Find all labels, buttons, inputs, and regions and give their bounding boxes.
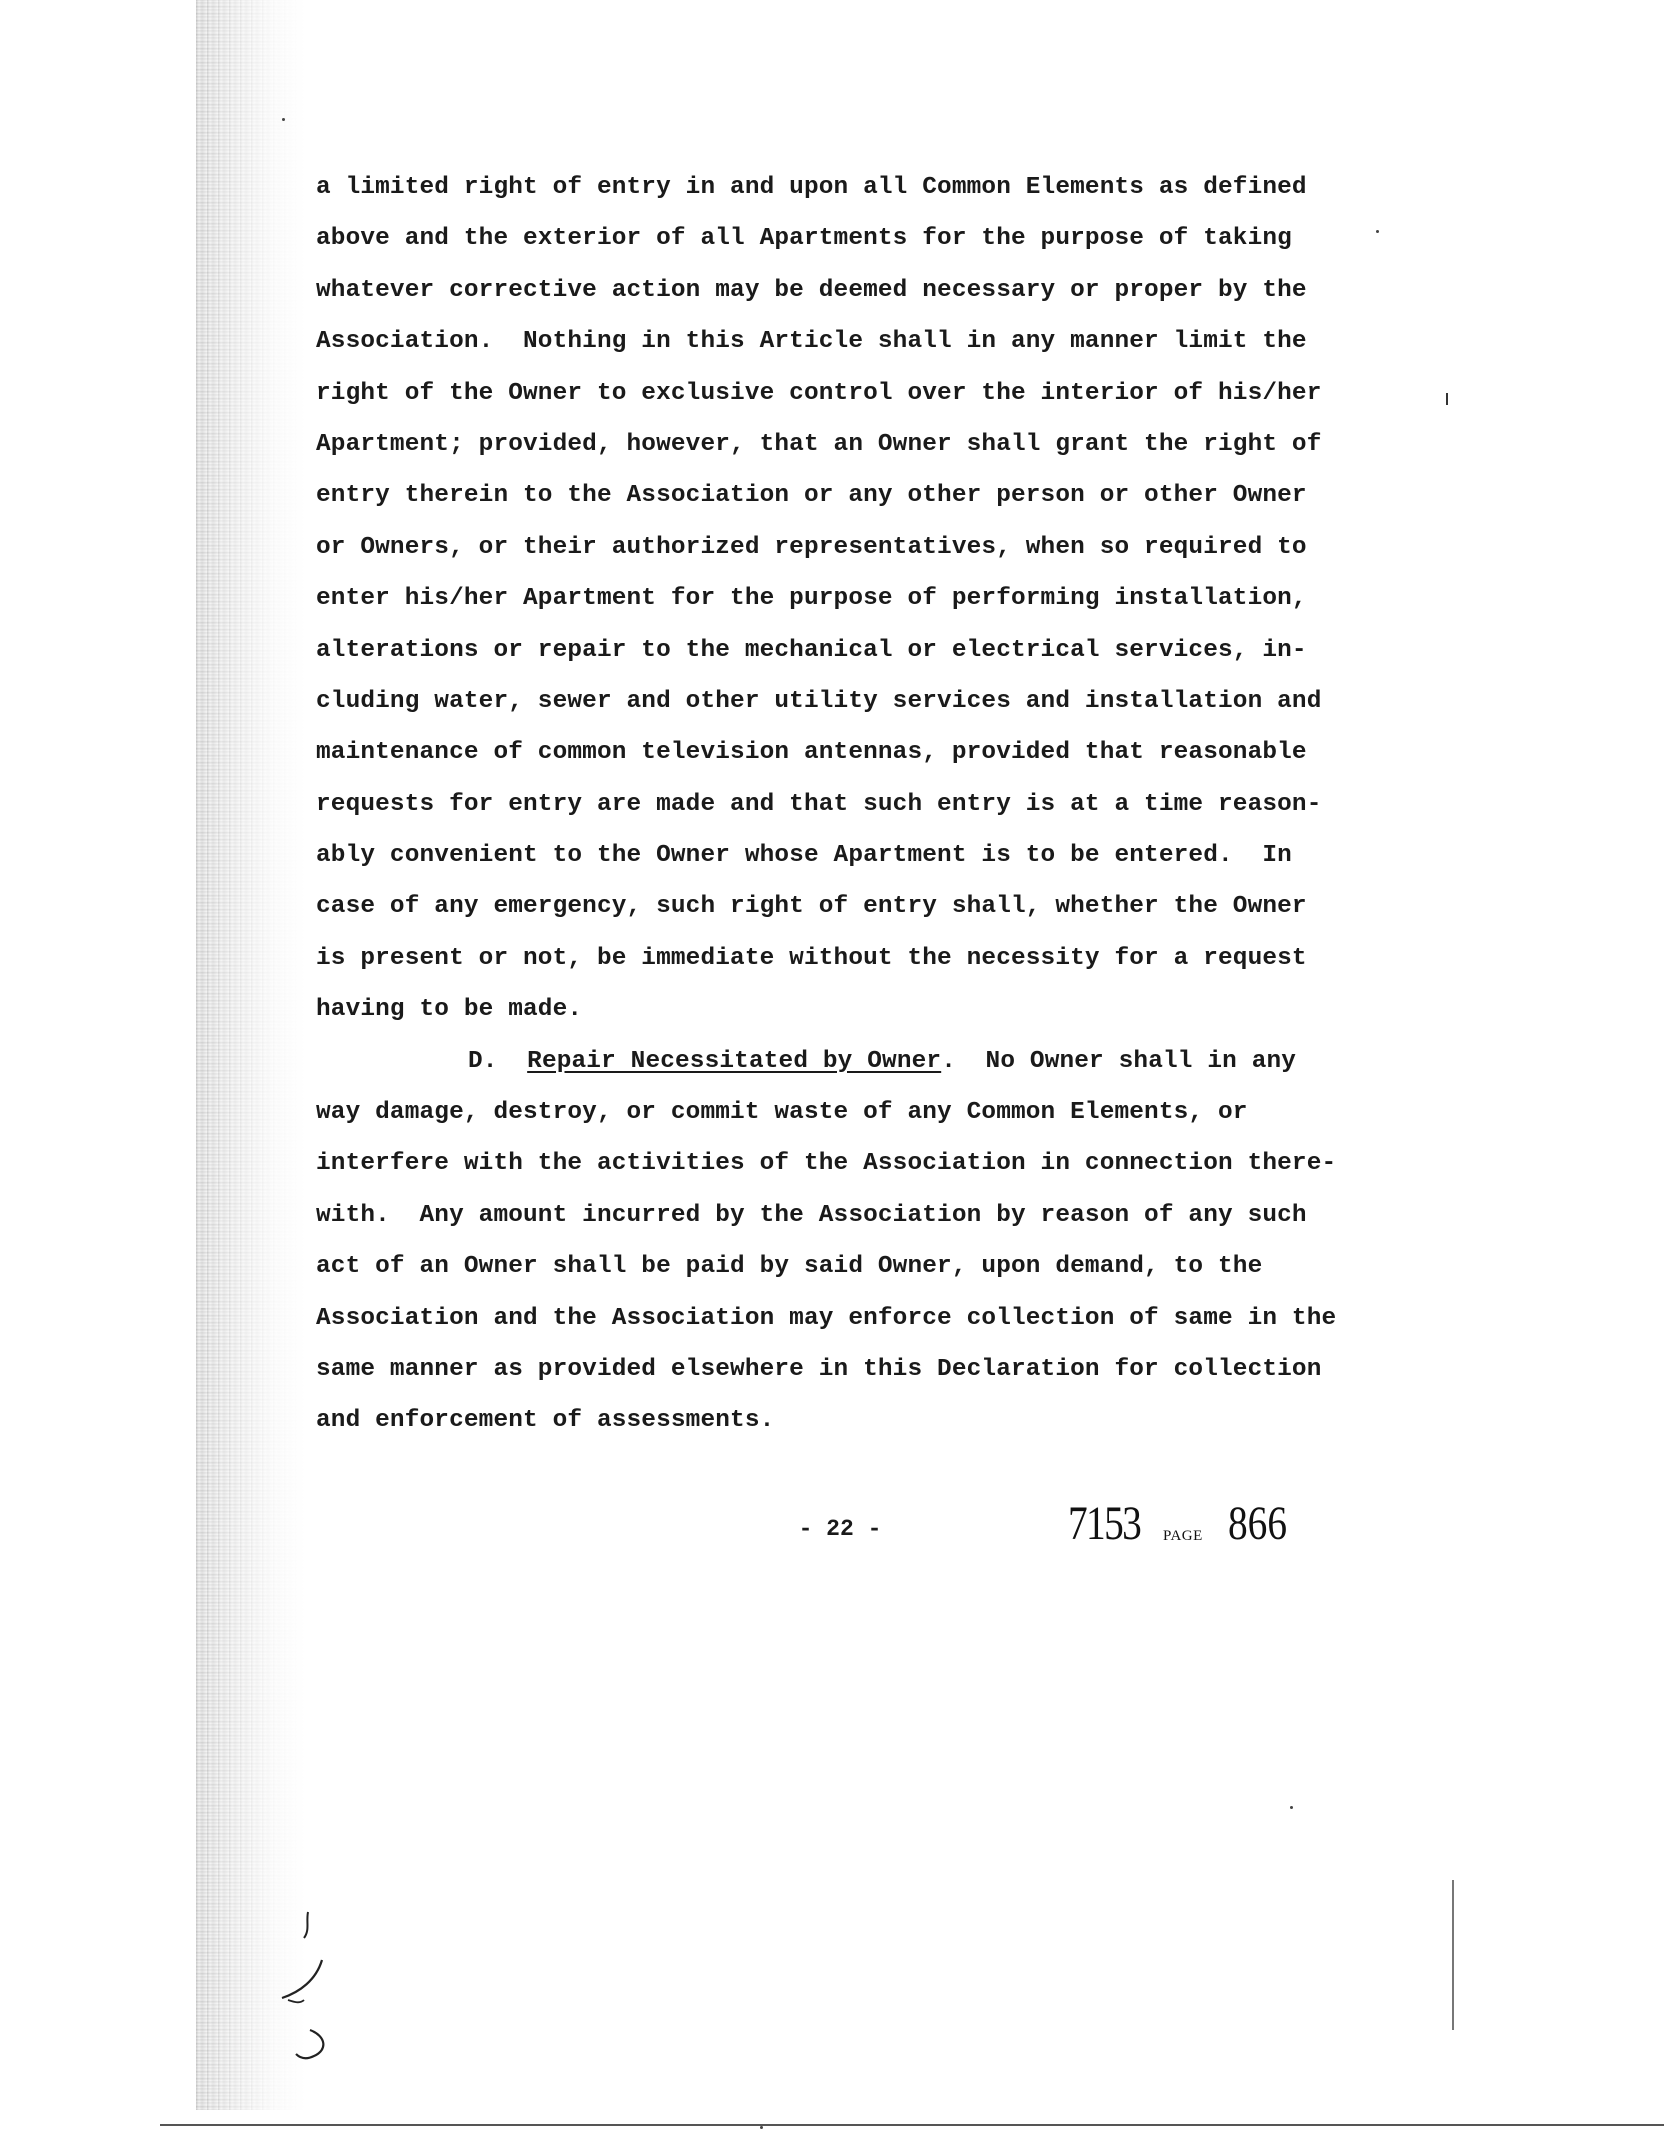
text-line: and enforcement of assessments.	[316, 1407, 775, 1435]
text-line: Association. Nothing in this Article shall in any manner limit the	[316, 328, 1307, 356]
text-line: maintenance of common television antennas, provided that reasonable	[316, 739, 1307, 767]
book-page-number: 866	[1228, 1497, 1288, 1550]
section-d-heading: Repair Necessitated by Owner	[527, 1047, 942, 1075]
section-d-first-line-text: . No Owner shall in any	[941, 1047, 1297, 1075]
scan-speck	[1376, 230, 1379, 233]
text-line: alterations or repair to the mechanical or electrical services, in-	[316, 636, 1307, 664]
scan-speck	[282, 118, 285, 121]
text-line: a limited right of entry in and upon all Common Elements as defined	[316, 174, 1307, 201]
text-line: with. Any amount incurred by the Association by reason of any such	[316, 1201, 1307, 1229]
text-line: whatever corrective action may be deemed necessary or proper by the	[316, 276, 1307, 304]
margin-mark	[1446, 393, 1448, 405]
text-line: same manner as provided elsewhere in this Declaration for collection	[316, 1355, 1322, 1383]
scan-edge-noise	[196, 0, 306, 2110]
page-bottom-rule	[160, 2124, 1664, 2126]
text-line: enter his/her Apartment for the purpose of performing installation,	[316, 585, 1307, 613]
text-line: interfere with the activities of the Association in connection there-	[316, 1150, 1337, 1178]
section-d-label: D.	[468, 1047, 498, 1075]
text-line: Apartment; provided, however, that an Owner shall grant the right of	[316, 430, 1322, 458]
text-line: is present or not, be immediate without the necessity for a request	[316, 944, 1307, 972]
body-text	[316, 162, 1366, 1447]
section-d-heading-line	[316, 1036, 1366, 1087]
book-page-stamp	[1068, 1496, 1288, 1556]
book-number: 7153	[1068, 1497, 1141, 1550]
text-line: requests for entry are made and that such entry is at a time reason-	[316, 790, 1322, 818]
handwritten-mark	[270, 1900, 360, 2080]
text-line: way damage, destroy, or commit waste of any Common Elements, or	[316, 1099, 1248, 1127]
text-line: Association and the Association may enforce collection of same in the	[316, 1304, 1337, 1332]
text-line: having to be made.	[316, 996, 583, 1024]
page-number: - 22 -	[798, 1516, 882, 1542]
text-line: case of any emergency, such right of entry shall, whether the Owner	[316, 893, 1307, 921]
book-page-label: PAGE	[1163, 1528, 1203, 1544]
scan-speck	[1290, 1806, 1293, 1809]
text-line: or Owners, or their authorized representatives, when so required to	[316, 533, 1307, 561]
text-line: ably convenient to the Owner whose Apartment is to be entered. In	[316, 842, 1292, 870]
text-line: above and the exterior of all Apartments for the purpose of taking	[316, 225, 1292, 253]
text-line: act of an Owner shall be paid by said Owner, upon demand, to the	[316, 1253, 1263, 1281]
text-line: right of the Owner to exclusive control over the interior of his/her	[316, 379, 1322, 407]
text-line: cluding water, sewer and other utility services and installation and	[316, 687, 1322, 715]
margin-line-mark	[1452, 1880, 1454, 2030]
text-line: entry therein to the Association or any other person or other Owner	[316, 482, 1307, 510]
scan-speck	[760, 2126, 763, 2129]
